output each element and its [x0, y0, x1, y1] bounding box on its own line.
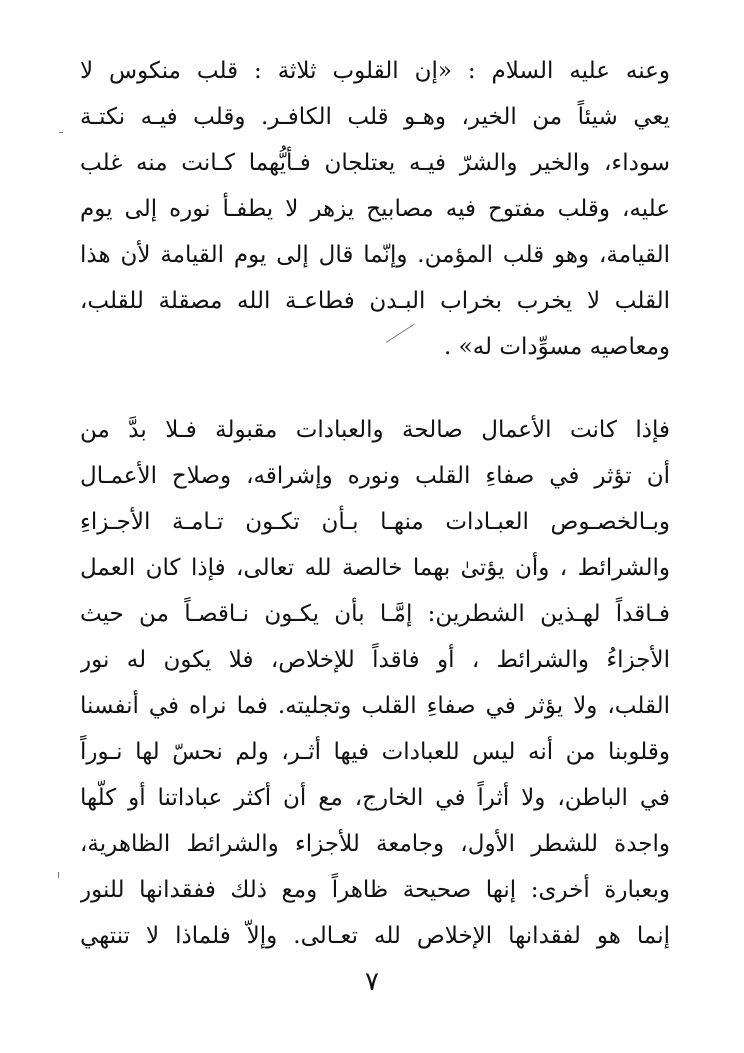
text-line: فـاقداً لهـذين الشطرين: إمَّـا بأن يكـون نـاقصـاً من حيث [80, 601, 670, 627]
text-line: يعي شيئاً من الخير، وهـو قلب الكافـر. وقلب فيـه نكتـة [80, 104, 670, 130]
text-line: فإذا كانت الأعمال صالحة والعبادات مقبولة فـلا بدَّ من [80, 417, 670, 443]
text-line: ومعاصيه مسوِّدات له» . [444, 334, 670, 360]
text-line: القلب لا يخرب بخراب البـدن فطاعـة الله مصقلة للقلب، [80, 288, 670, 314]
paragraph-commentary [80, 407, 670, 959]
page-number: ٧ [365, 967, 379, 997]
text-line: أن تؤثر في صفاءِ القلب ونوره وإشراقه، وصلاح الأعمـال [80, 463, 670, 489]
text-line: واجدة للشطر الأول، وجامعة للأجزاء والشرائط الظاهرية، [80, 831, 670, 857]
text-line: وبـالخصـوص العبـادات منهـا بـأن تكـون تـامـة الأجـزاءِ [80, 509, 670, 535]
text-line: إنما هو لفقدانها الإخلاص لله تعـالى. وإلاّ فلماذا لا تنتهي [80, 923, 670, 949]
scan-artifact [58, 872, 59, 878]
text-line: عليه، وقلب مفتوح فيه مصابيح يزهر لا يطفـأ نوره إلى يوم [80, 196, 670, 222]
text-line: القيامة، وهو قلب المؤمن. وإنّما قال إلى يوم القيامة لأن هذا [80, 242, 670, 268]
text-line: والشرائط ، وأن يؤتىٰ بهما خالصة لله تعالى، فإذا كان العمل [80, 555, 670, 581]
text-line: في الباطن، ولا أثراً في الخارج، مع أن أكثر عباداتنا أو كلّها [80, 785, 670, 811]
paragraph-hadith [80, 48, 670, 370]
text-line: سوداء، والخير والشرّ فيـه يعتلجان فـأيُّهما كـانت منه غلب [80, 150, 670, 176]
text-line: الأجزاءُ والشرائط ، أو فاقداً للإخلاص، فلا يكون له نور [80, 647, 670, 673]
text-line: وعنه عليه السلام : «إن القلوب ثلاثة : قلب منكوس لا [80, 58, 670, 84]
text-line: وبعبارة أخرى: إنها صحيحة ظاهراً ومع ذلك ففقدانها للنور [80, 877, 670, 903]
text-line: القلب، ولا يؤثر في صفاءِ القلب وتجليته. فما نراه في أنفسنا [80, 693, 670, 719]
scan-artifact [59, 132, 63, 133]
text-line: وقلوبنا من أنه ليس للعبادات فيها أثـر، ولم نحسّ لها نـوراً [80, 739, 670, 765]
